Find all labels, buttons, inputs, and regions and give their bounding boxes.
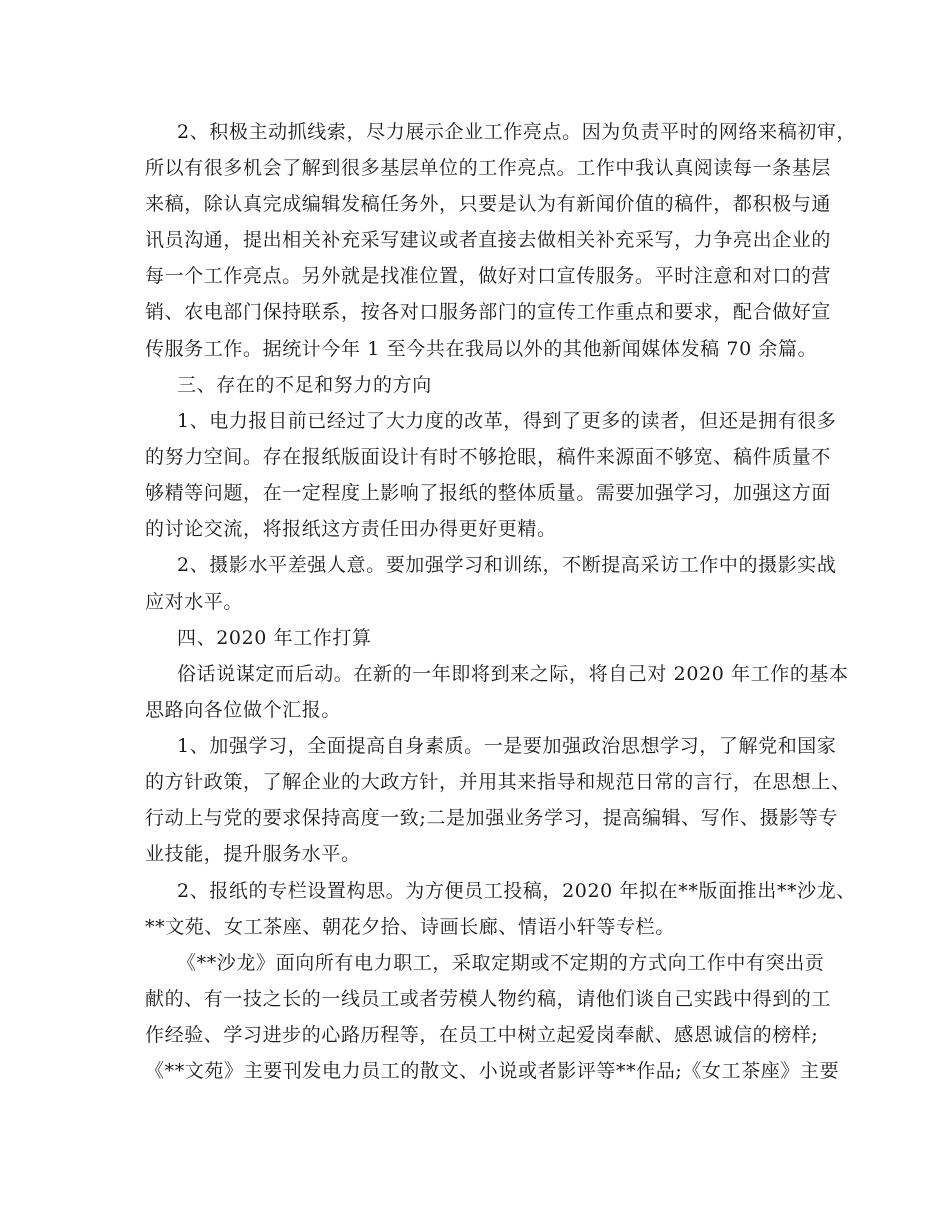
paragraph-line: 所以有很多机会了解到很多基层单位的工作亮点。工作中我认真阅读每一条基层 <box>145 157 832 179</box>
paragraph-line: 2、积极主动抓线索，尽力展示企业工作亮点。因为负责平时的网络来稿初审， <box>177 121 857 143</box>
paragraph-line: 每一个工作亮点。另外就是找准位置，做好对口宣传服务。平时注意和对口的营 <box>145 265 832 287</box>
paragraph-line: 俗话说谋定而后动。在新的一年即将到来之际，将自己对 2020 年工作的基本 <box>177 663 849 685</box>
paragraph-line: 思路向各位做个汇报。 <box>145 699 342 721</box>
section-heading: 三、存在的不足和努力的方向 <box>177 374 432 396</box>
paragraph-line: 作经验、学习进步的心路历程等，在员工中树立起爱岗奉献、感恩诚信的榜样; <box>145 1024 819 1046</box>
paragraph-line: 行动上与党的要求保持高度一致;二是加强业务学习，提高编辑、写作、摄影等专 <box>145 807 839 829</box>
paragraph-line: 《**文苑》主要刊发电力员工的散文、小说或者影评等**作品;《女工茶座》主要 <box>145 1060 840 1082</box>
paragraph-line: 讯员沟通，提出相关补充采写建议或者直接去做相关补充采写，力争亮出企业的 <box>145 229 832 251</box>
paragraph-line: 1、加强学习，全面提高自身素质。一是要加强政治思想学习，了解党和国家 <box>177 735 837 757</box>
paragraph-line: 业技能，提升服务水平。 <box>145 843 361 865</box>
paragraph-line: 的方针政策，了解企业的大政方针，并用其来指导和规范日常的言行，在思想上、 <box>145 771 851 793</box>
paragraph-line: 来稿，除认真完成编辑发稿任务外，只要是认为有新闻价值的稿件，都积极与通 <box>145 193 832 215</box>
paragraph-line: 应对水平。 <box>145 591 244 613</box>
paragraph-line: 2、报纸的专栏设置构思。为方便员工投稿，2020 年拟在**版面推出**沙龙、 <box>177 880 856 902</box>
paragraph-line: 的讨论交流，将报纸这方责任田办得更好更精。 <box>145 518 557 540</box>
paragraph-line: 1、电力报目前已经过了大力度的改革，得到了更多的读者，但还是拥有很多 <box>177 410 837 432</box>
paragraph-line: 2、摄影水平差强人意。要加强学习和训练，不断提高采访工作中的摄影实战 <box>177 554 837 576</box>
paragraph-line: 传服务工作。据统计今年 1 至今共在我局以外的其他新闻媒体发稿 70 余篇。 <box>145 338 818 360</box>
paragraph-line: 献的、有一技之长的一线员工或者劳模人物约稿，请他们谈自己实践中得到的工 <box>145 988 832 1010</box>
paragraph-line: 销、农电部门保持联系，按各对口服务部门的宣传工作重点和要求，配合做好宣 <box>145 301 832 323</box>
section-heading: 四、2020 年工作打算 <box>177 627 372 649</box>
paragraph-line: 《**沙龙》面向所有电力职工，采取定期或不定期的方式向工作中有突出贡 <box>177 952 825 974</box>
paragraph-line: **文苑、女工茶座、朝花夕拾、诗画长廊、情语小轩等专栏。 <box>145 916 675 938</box>
paragraph-line: 够精等问题，在一定程度上影响了报纸的整体质量。需要加强学习，加强这方面 <box>145 482 832 504</box>
paragraph-line: 的努力空间。存在报纸版面设计有时不够抢眼，稿件来源面不够宽、稿件质量不 <box>145 446 832 468</box>
